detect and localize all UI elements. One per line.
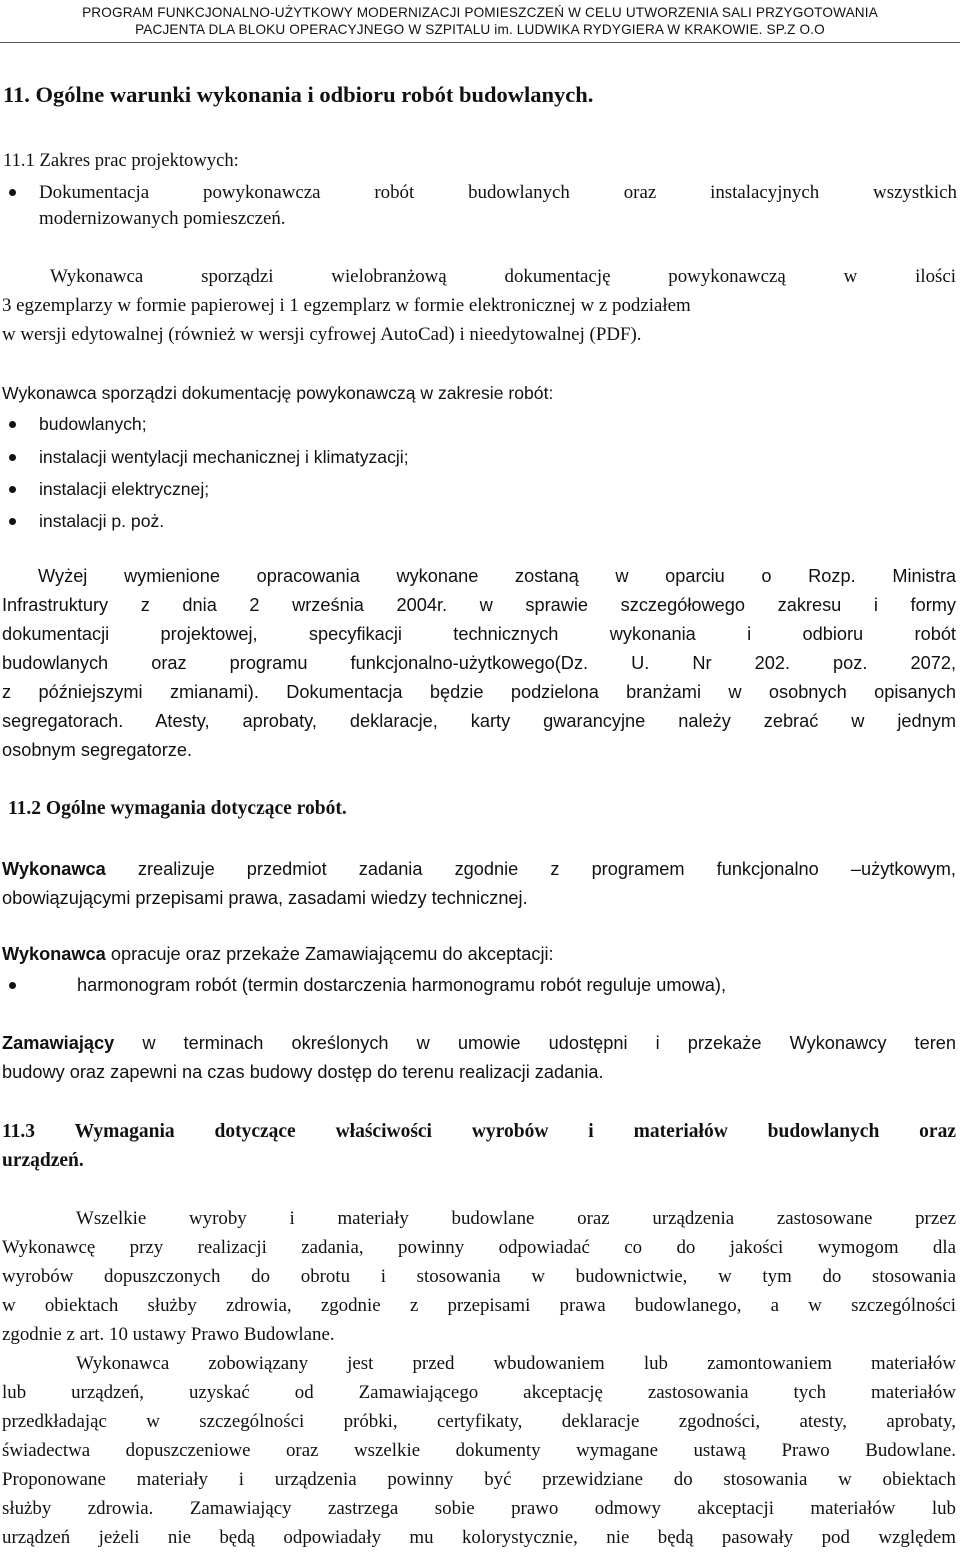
bullet-icon xyxy=(9,518,16,525)
paragraph xyxy=(2,678,956,707)
bullet-text: instalacji wentylacji mechanicznej i klimatyzacji; xyxy=(39,447,409,467)
paragraph-line: Wykonawcę przy realizacji zadania, powinny odpowiadać co do jakości wymogom dla xyxy=(2,1237,956,1258)
paragraph xyxy=(2,855,956,884)
paragraph-line: przedkładając w szczególności próbki, certyfikaty, deklaracje zgodności, atesty, aprobaty, xyxy=(2,1411,956,1432)
paragraph-line: 3 egzemplarzy w formie papierowej i 1 egzemplarz w formie elektronicznej w z podziałem xyxy=(2,295,691,316)
paragraph xyxy=(2,1407,956,1436)
bullet-icon xyxy=(9,454,16,461)
paragraph xyxy=(2,1465,956,1494)
paragraph xyxy=(2,707,956,736)
paragraph xyxy=(2,1349,956,1378)
paragraph-line: w obiektach służby zdrowia, zgodnie z przepisami prawa budowlanego, a w szczególności xyxy=(2,1295,956,1316)
page-header xyxy=(0,4,960,38)
paragraph xyxy=(2,1029,956,1058)
bold-term: Wykonawca xyxy=(2,859,106,879)
header-divider xyxy=(0,42,960,43)
paragraph xyxy=(2,620,956,649)
paragraph xyxy=(2,1204,956,1233)
paragraph-line: Wszelkie wyroby i materiały budowlane oraz urządzenia zastosowane przez xyxy=(76,1208,956,1229)
bullet-icon xyxy=(9,982,16,989)
paragraph xyxy=(2,1436,956,1465)
paragraph-line: wyrobów dopuszczonych do obrotu i stosowania w budownictwie, w tym do stosowania xyxy=(2,1266,956,1287)
paragraph-line: lub urządzeń, uzyskać od Zamawiającego akceptację zastosowania tych materiałów xyxy=(2,1382,956,1403)
paragraph xyxy=(2,1233,956,1262)
bold-term: Zamawiający xyxy=(2,1033,115,1053)
section-11-2-title: 11.2 Ogólne wymagania dotyczące robót. xyxy=(8,798,347,819)
bullet-icon xyxy=(9,421,16,428)
paragraph-line: osobnym segregatorze. xyxy=(2,740,193,760)
paragraph-line: segregatorach. Atesty, aprobaty, deklaracje, karty gwarancyjne należy zebrać w jednym xyxy=(2,711,956,731)
paragraph xyxy=(2,1058,956,1087)
paragraph-line: świadectwa dopuszczeniowe oraz wszelkie dokumenty wymagane ustawą Prawo Budowlane. xyxy=(2,1440,956,1461)
section-title-line: 11.3 Wymagania dotyczące właściwości wyrobów i materiałów budowlanych oraz xyxy=(2,1121,956,1142)
paragraph-line: Wykonawca zrealizuje przedmiot zadania zgodnie z programem funkcjonalno –użytkowym, xyxy=(2,859,956,879)
section-11-1-title: 11.1 Zakres prac projektowych: xyxy=(3,150,239,171)
paragraph-line: budowlanych oraz programu funkcjonalno-użytkowego(Dz. U. Nr 202. poz. 2072, xyxy=(2,653,956,673)
scope-intro: Wykonawca sporządzi dokumentację powykonawczą w zakresie robót: xyxy=(2,383,554,403)
paragraph-line: zgodnie z art. 10 ustawy Prawo Budowlane. xyxy=(2,1324,335,1345)
paragraph-line: Proponowane materiały i urządzenia powinny być przewidziane do stosowania w obiektach xyxy=(2,1469,956,1490)
paragraph xyxy=(2,940,956,969)
paragraph xyxy=(2,1494,956,1523)
bullet-text: instalacji p. poż. xyxy=(39,511,165,531)
paragraph xyxy=(2,1291,956,1320)
paragraph-line: Wykonawca opracuje oraz przekaże Zamawiającemu do akceptacji: xyxy=(2,944,554,964)
paragraph-line: budowy oraz zapewni na czas budowy dostęp do terenu realizacji zadania. xyxy=(2,1062,604,1082)
section-title-line: urządzeń. xyxy=(2,1150,84,1171)
paragraph xyxy=(2,736,956,765)
paragraph xyxy=(2,591,956,620)
paragraph-line: dokumentacji projektowej, specyfikacji technicznych wykonania i odbioru robót xyxy=(2,624,956,644)
section-11-3-title xyxy=(2,1117,956,1146)
paragraph xyxy=(2,1320,956,1349)
paragraph-line: Zamawiający w terminach określonych w umowie udostępni i przekaże Wykonawcy teren xyxy=(2,1033,956,1053)
paragraph xyxy=(2,1523,956,1552)
paragraph-line: obowiązującymi przepisami prawa, zasadami wiedzy technicznej. xyxy=(2,888,528,908)
paragraph-line: służby zdrowia. Zamawiający zastrzega sobie prawo odmowy akceptacji materiałów lub xyxy=(2,1498,956,1519)
paragraph xyxy=(2,1378,956,1407)
paragraph-line: Wyżej wymienione opracowania wykonane zostaną w oparciu o Rozp. Ministra xyxy=(38,566,956,586)
bullet-text: budowlanych; xyxy=(39,414,147,434)
paragraph xyxy=(2,291,956,349)
bullet-text: Dokumentacja powykonawcza robót budowlanych oraz instalacyjnych wszystkich xyxy=(39,182,957,203)
paragraph xyxy=(2,562,956,591)
section-11-3-title-cont xyxy=(2,1146,956,1175)
bullet-text: modernizowanych pomieszczeń. xyxy=(39,208,286,229)
paragraph-line: z późniejszymi zmianami). Dokumentacja będzie podzielona branżami w osobnych opisanych xyxy=(2,682,956,702)
header-line-1: PROGRAM FUNKCJONALNO-UŻYTKOWY MODERNIZACJI POMIESZCZEŃ W CELU UTWORZENIA SALI PRZYGOTOWANIA xyxy=(82,5,878,20)
bullet-text: instalacji elektrycznej; xyxy=(39,479,210,499)
bullet-icon xyxy=(9,189,16,196)
paragraph xyxy=(2,1262,956,1291)
bullet-icon xyxy=(9,486,16,493)
paragraph-line: w wersji edytowalnej (również w wersji cyfrowej AutoCad) i nieedytowalnej (PDF). xyxy=(2,324,642,345)
section-11-title: 11. Ogólne warunki wykonania i odbioru robót budowlanych. xyxy=(3,82,594,107)
paragraph xyxy=(2,262,956,291)
paragraph xyxy=(2,649,956,678)
paragraph xyxy=(2,884,956,913)
paragraph-line: Wykonawca zobowiązany jest przed wbudowaniem lub zamontowaniem materiałów xyxy=(76,1353,956,1374)
paragraph-line: urządzeń jeżeli nie będą odpowiadały mu kolorystycznie, nie będą pasowały pod względem xyxy=(2,1527,956,1548)
bold-term: Wykonawca xyxy=(2,944,106,964)
paragraph-line: Wykonawca sporządzi wielobranżową dokumentację powykonawczą w ilości xyxy=(50,266,956,287)
paragraph-line: Infrastruktury z dnia 2 września 2004r. w sprawie szczegółowego zakresu i formy xyxy=(2,595,956,615)
header-line-2: PACJENTA DLA BLOKU OPERACYJNEGO W SZPITALU im. LUDWIKA RYDYGIERA W KRAKOWIE. SP.Z O.O xyxy=(135,22,825,37)
bullet-text: harmonogram robót (termin dostarczenia harmonogramu robót reguluje umowa), xyxy=(77,975,726,995)
